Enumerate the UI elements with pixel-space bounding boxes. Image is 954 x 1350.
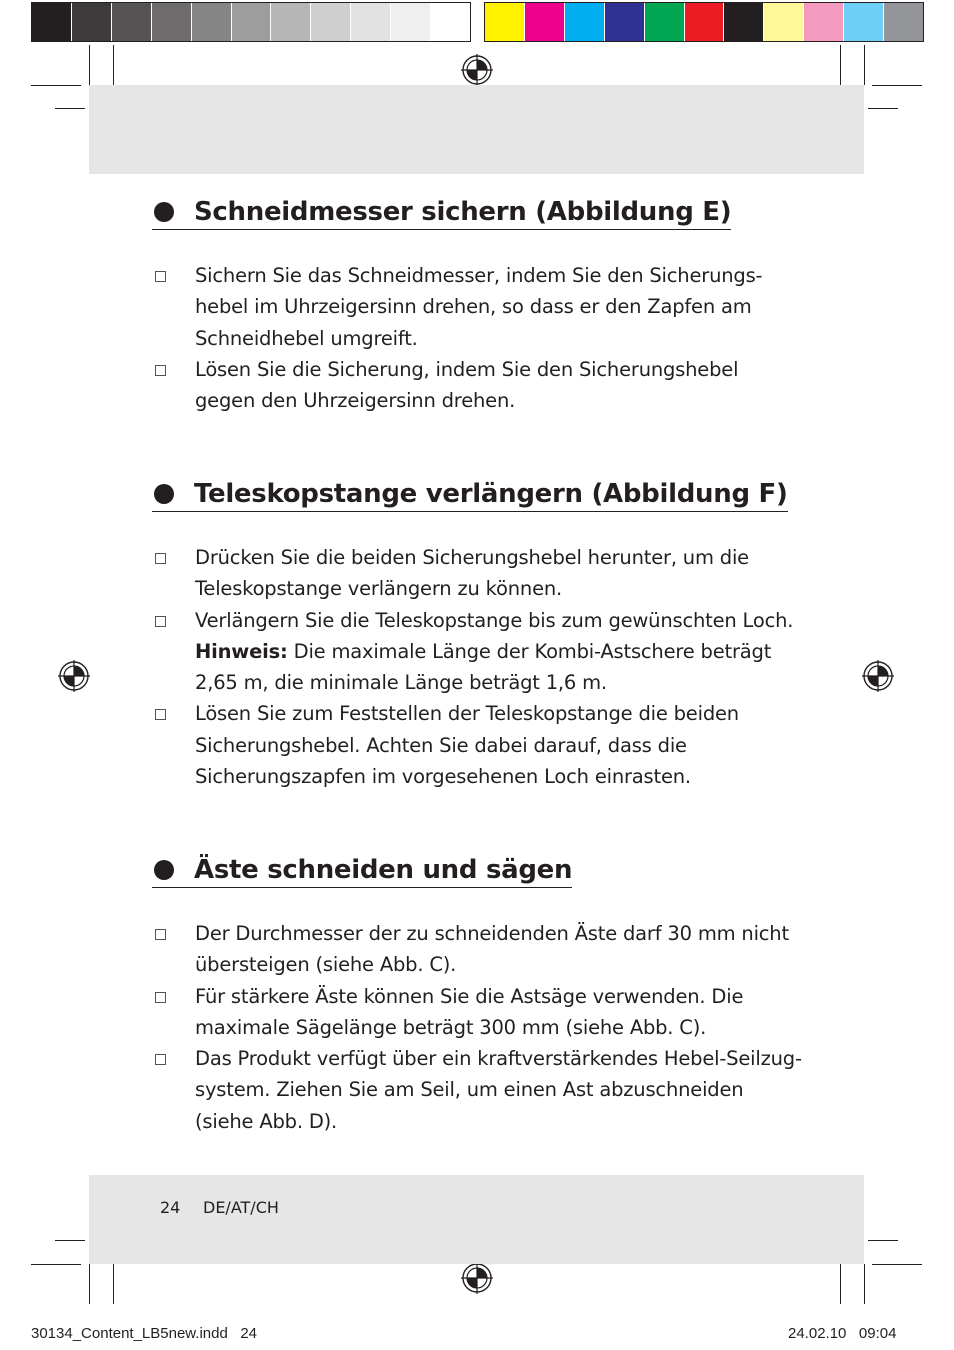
- section-aeste-schneiden: [152, 854, 832, 1137]
- section-teleskopstange-verlaengern: [152, 478, 832, 792]
- instruction-list: [152, 918, 832, 1137]
- crop-mark: [31, 1264, 81, 1265]
- slug-filename: 30134_Content_LB5new.indd 24: [31, 1325, 258, 1342]
- color-swatch: [605, 3, 645, 41]
- section-heading: [152, 854, 572, 888]
- slug-timestamp: 24.02.10 09:04: [788, 1325, 897, 1342]
- color-swatch: [72, 3, 112, 41]
- color-swatch: [112, 3, 152, 41]
- checkbox-square-icon: [155, 709, 166, 720]
- header-band: [89, 85, 864, 174]
- registration-mark-icon: [461, 1262, 493, 1294]
- checkbox-square-icon: [155, 1054, 166, 1065]
- color-swatch: [431, 3, 470, 41]
- color-swatch: [764, 3, 804, 41]
- list-item: Lösen Sie die Sicherung, indem Sie den Sicherungshebel gegen den Uhrzeigersinn drehen.: [152, 354, 832, 417]
- crop-mark: [55, 1240, 85, 1241]
- color-swatch: [271, 3, 311, 41]
- checkbox-square-icon: [155, 365, 166, 376]
- bullet-dot-icon: [154, 202, 174, 222]
- checkbox-square-icon: [155, 929, 166, 940]
- color-swatch: [192, 3, 232, 41]
- color-swatch: [311, 3, 351, 41]
- crop-mark: [864, 45, 865, 85]
- crop-mark: [89, 1264, 90, 1304]
- color-swatch: [804, 3, 844, 41]
- crop-mark: [113, 1264, 114, 1304]
- crop-mark: [840, 45, 841, 85]
- list-item: Der Durchmesser der zu schneidenden Äste darf 30 mm nicht übersteigen (siehe Abb. C).: [152, 918, 832, 981]
- color-swatch: [884, 3, 923, 41]
- color-swatch: [724, 3, 764, 41]
- crop-mark: [872, 1264, 922, 1265]
- section-schneidmesser-sichern: [152, 196, 832, 416]
- color-swatch: [685, 3, 725, 41]
- list-item: Sichern Sie das Schneidmesser, indem Sie den Sicherungs- hebel im Uhrzeigersinn drehen, so dass er den Zapfen am Schneidhebel umgreift.: [152, 260, 832, 354]
- section-heading-text: Teleskopstange verlängern (Abbildung F): [194, 479, 788, 509]
- color-swatch: [565, 3, 605, 41]
- color-swatch: [485, 3, 525, 41]
- section-heading: [152, 196, 731, 230]
- bullet-dot-icon: [154, 860, 174, 880]
- instruction-list: [152, 260, 832, 416]
- crop-mark: [868, 1240, 898, 1241]
- color-swatch: [351, 3, 391, 41]
- color-swatch: [391, 3, 431, 41]
- section-heading-text: Schneidmesser sichern (Abbildung E): [194, 197, 732, 227]
- list-item: Lösen Sie zum Feststellen der Teleskopstange die beiden Sicherungshebel. Achten Sie dabei darauf, dass die Sicherungszapfen im vorgesehenen Loch einrasten.: [152, 698, 832, 792]
- language-code: DE/AT/CH: [203, 1198, 279, 1217]
- bullet-dot-icon: [154, 484, 174, 504]
- color-swatch: [525, 3, 565, 41]
- checkbox-square-icon: [155, 616, 166, 627]
- checkbox-square-icon: [155, 992, 166, 1003]
- color-swatch: [844, 3, 884, 41]
- crop-mark: [113, 45, 114, 85]
- registration-mark-icon: [58, 660, 90, 692]
- section-heading: [152, 478, 788, 512]
- color-bar-gray: [31, 2, 471, 42]
- crop-mark: [868, 108, 898, 109]
- crop-mark: [55, 108, 85, 109]
- color-swatch: [152, 3, 192, 41]
- color-swatch: [232, 3, 272, 41]
- registration-mark-icon: [862, 660, 894, 692]
- crop-mark: [872, 85, 922, 86]
- checkbox-square-icon: [155, 553, 166, 564]
- section-heading-text: Äste schneiden und sägen: [194, 855, 573, 885]
- list-item: Das Produkt verfügt über ein kraftverstärkendes Hebel-Seilzug- system. Ziehen Sie am Seil, um einen Ast abzuschneiden (siehe Abb. D).: [152, 1043, 832, 1137]
- checkbox-square-icon: [155, 271, 166, 282]
- page-number: 24: [160, 1198, 181, 1217]
- footer-band: [89, 1175, 864, 1264]
- crop-mark: [864, 1264, 865, 1304]
- list-item: Für stärkere Äste können Sie die Astsäge verwenden. Die maximale Sägelänge beträgt 300 mm (siehe Abb. C).: [152, 981, 832, 1044]
- crop-mark: [840, 1264, 841, 1304]
- list-item: Drücken Sie die beiden Sicherungshebel herunter, um die Teleskopstange verlängern zu können.: [152, 542, 832, 605]
- color-swatch: [645, 3, 685, 41]
- list-item: Verlängern Sie die Teleskopstange bis zum gewünschten Loch. Hinweis: Die maximale Länge der Kombi-Astschere beträgt 2,65 m, die minimale Länge beträgt 1,6 m.: [152, 605, 832, 699]
- registration-mark-icon: [461, 54, 493, 86]
- crop-mark: [31, 85, 81, 86]
- color-swatch: [32, 3, 72, 41]
- note-label: Hinweis:: [195, 639, 288, 663]
- color-bar-process: [484, 2, 924, 42]
- crop-mark: [89, 45, 90, 85]
- instruction-list: [152, 542, 832, 792]
